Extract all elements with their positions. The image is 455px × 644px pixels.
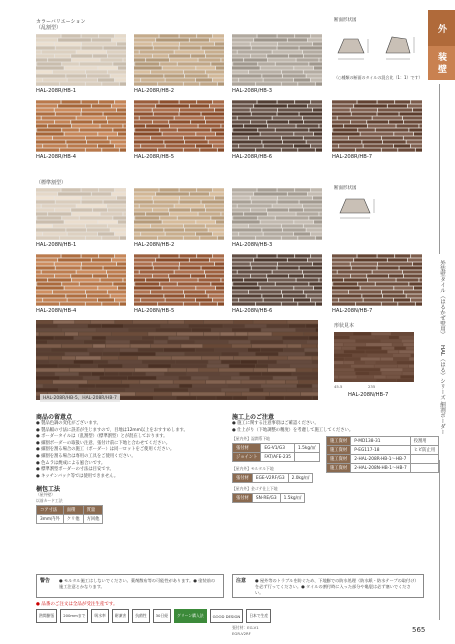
footer-code-2: EGR-V2RF: [232, 631, 251, 636]
section2-tile-1: [36, 188, 126, 240]
footer-badge-1: 熱間膨張: [36, 609, 57, 623]
profile-note: （○種類の断面のタイルの混合比（1：1）です）: [334, 75, 423, 80]
footer-badge-4: 耐凍害: [112, 609, 129, 623]
footer-badge-7: グリーン購入法: [174, 609, 207, 623]
footer-red-note: ● 品番のご注文は全品が受注生産です。: [36, 602, 118, 607]
section2-tile-2: [134, 188, 224, 240]
installation-photo: [36, 320, 318, 400]
detail-sample: [334, 332, 414, 382]
construction-note-item-1: ● 施工に関する注意事項はご確認ください。: [232, 421, 319, 426]
spec-cell-1: クリ他: [63, 515, 83, 524]
product-note-item-3: ● ボーダータイルは（乱割型）（標準割型）とが混在しております。: [36, 434, 168, 440]
footer-badge-6: 30日経: [153, 609, 171, 623]
cons1-cell: FAT/AFE-235: [261, 453, 295, 462]
construction-title: 施工上のご注意: [232, 414, 275, 421]
section2-tile-caption-3: HAL-208N/HB-3: [232, 242, 273, 248]
cons-right-cell: 施工資材: [327, 455, 351, 464]
side-rule-lower: [439, 460, 440, 620]
product-note-item-1: ● 製品色調の変化がございます。: [36, 421, 101, 426]
section2-tile-caption-4: HAL-208N/HB-4: [36, 308, 77, 314]
section1-tile-caption-3: HAL-208R/HB-3: [232, 88, 273, 94]
detail-dim1: 45.5: [334, 384, 343, 389]
cons-right-cell: 施工資材: [327, 464, 351, 473]
cons3-cell: SN-RE/G3: [252, 494, 280, 503]
cons-right-cell: 2-HAL-208N-HB-1～HB-7: [351, 464, 411, 473]
cons-right-cell: 施工資材: [327, 437, 351, 446]
cons-right-row-1: [327, 437, 439, 446]
section2-tile-7: [332, 254, 422, 306]
section1-tile-5: [134, 100, 224, 152]
section2-tile-caption-6: HAL-208N/HB-6: [232, 308, 273, 314]
photo-caption: HAL-208R/HB-5、HAL-208R/HB-7: [40, 394, 120, 402]
footer-badge-3: 吸水率: [91, 609, 108, 623]
section1-tile-caption-5: HAL-208R/HB-5: [134, 154, 175, 160]
caution-tag: 注意: [236, 578, 247, 584]
section1-tile-caption-2: HAL-208R/HB-2: [134, 88, 175, 94]
cons-sub1: 【屋内外】湿潤系下地: [232, 436, 270, 441]
profile-label-2: 断面形状図: [334, 186, 357, 191]
side-tab-exterior: 外: [428, 10, 455, 46]
footer-badges: [36, 609, 271, 623]
cons2-cell: 2.0kg/㎡: [288, 474, 313, 483]
section1-tile-2: [134, 34, 224, 86]
spec-sub1: （屋外壁）: [36, 492, 55, 497]
cons3-row-1: [233, 494, 305, 503]
cons-table-3: [232, 493, 305, 503]
cons2-cell: EGE-V2RF/G3: [252, 474, 288, 483]
section1-tile-caption-6: HAL-208R/HB-6: [232, 154, 273, 160]
cons-sub2: 【屋内外】モルタル下地: [232, 466, 274, 471]
cons1-cell: EG-V1/G3: [261, 444, 295, 453]
product-note-item-5: ● 細割を割る場合の施工（ボーダー）は同一ロットをご使用ください。: [36, 447, 175, 453]
section1-tile-7: [332, 100, 422, 152]
section2-tile-caption-2: HAL-208N/HB-2: [134, 242, 175, 248]
detail-dim2: 235: [368, 384, 376, 389]
detail-image: [334, 332, 414, 382]
caution-text: ● 屋外等のトラブルを防ぐため、下地膨での防水処理（防水紙・防水テープの取付け）を必ず行ってください。● タイルの割付時に入った部分や亀裂は必ず塞いでください。: [255, 578, 419, 595]
section1-tile-1: [36, 34, 126, 86]
product-note-item-4: ● 細割ボーダーの取扱い注意、張付け前に下地と合わせてください。: [36, 440, 171, 446]
section1-profile: [334, 17, 424, 87]
profile-diagram-2: [334, 191, 414, 221]
section1-title-line2: （乱割型）: [36, 25, 62, 31]
cons-right-cell: [410, 455, 438, 464]
cons-right-table: [326, 436, 439, 473]
section2-profile: [334, 185, 414, 225]
cons-sub3: 【屋内外】金ゴテ仕上下地: [232, 486, 278, 491]
section1-tile-caption-4: HAL-208R/HB-4: [36, 154, 77, 160]
product-note-item-7: ● 色ムラは焼成による風合いです。: [36, 460, 106, 466]
section2-tile-4: [36, 254, 126, 306]
cons-table-1: [232, 443, 320, 462]
cons-right-cell: [410, 464, 438, 473]
spec-title: 梱包工法: [36, 486, 61, 493]
cons-right-row-2: [327, 446, 439, 455]
cons-right-cell: P-MD138-31: [351, 437, 411, 446]
footer-badge-2: 200mmまで: [60, 609, 88, 623]
profile-label: 断面形状図: [334, 18, 357, 23]
side-band: [428, 0, 455, 644]
warning-tag: 警告: [40, 578, 51, 584]
product-notes-title: 商品の留意点: [36, 414, 73, 421]
cons2-row-1: [233, 474, 313, 483]
section1-tile-6: [232, 100, 322, 152]
cons-right-cell: 施工資材: [327, 446, 351, 455]
cons2-cell: 張付材: [233, 474, 253, 483]
cons-right-cell: 役割用: [410, 437, 438, 446]
warning-box: [36, 574, 224, 598]
product-note-item-2: ● 製品幅の寸法に誤差が生じますので、目地は12mm以上をおすすめします。: [36, 427, 188, 433]
construction-list: [232, 421, 422, 434]
photo-image: [36, 320, 318, 400]
cons1-row-2: [233, 453, 320, 462]
section2-tile-caption-7: HAL-208N/HB-7: [332, 308, 373, 314]
spec-sub2: 以前カード工法: [36, 498, 63, 503]
footer-code: 張付材：EG-V1: [232, 625, 259, 630]
product-note-item-8: ● 標準割型ボーダーの寸法は目安です。: [36, 467, 114, 473]
spec-header-2: 質量: [83, 506, 103, 515]
warning-text: ● モルタル施工はしないでください。薬剤散布等の可能性があります。● 塗装前の施工注意とかなります。: [59, 578, 216, 589]
cons1-cell: [295, 453, 320, 462]
cons-table-2: [232, 473, 313, 483]
cons1-row-1: [233, 444, 320, 453]
detail-label: 形状見本: [334, 323, 355, 329]
section2-tile-3: [232, 188, 322, 240]
spec-cell-0: 3mm内外: [37, 515, 64, 524]
product-note-item-9: ● キッチンバック等では使用できません。: [36, 473, 119, 479]
cons1-cell: 1.5kg/㎡: [295, 444, 320, 453]
section2-tile-6: [232, 254, 322, 306]
cons3-cell: 1.5kg/㎡: [280, 494, 305, 503]
profile-diagram: [334, 23, 424, 73]
section1-tile-caption-7: HAL-208R/HB-7: [332, 154, 373, 160]
spec-header-0: コア寸法: [37, 506, 64, 515]
cons3-cell: 張付材: [233, 494, 253, 503]
section1-tile-3: [232, 34, 322, 86]
side-series-text: HAL（はる）シリーズ 細割ボーダー: [439, 345, 445, 435]
spec-header-1: 面積: [63, 506, 83, 515]
spec-table: [36, 505, 103, 524]
page-number: 565: [412, 626, 426, 634]
section2-tile-caption-5: HAL-208N/HB-5: [134, 308, 175, 314]
cons-right-cell: ヒビ防止用: [410, 446, 438, 455]
section2-tile-5: [134, 254, 224, 306]
cons1-cell: 張付材: [233, 444, 261, 453]
cons-right-cell: 2-HAL-208R-HB-1～HB-7: [351, 455, 411, 464]
spec-cell-2: 方回他: [83, 515, 103, 524]
side-rule: [439, 84, 440, 254]
footer-badge-9: 日本で生産: [246, 609, 271, 623]
section1-title: [36, 19, 85, 31]
caution-box: [232, 574, 424, 598]
section1-tile-4: [36, 100, 126, 152]
product-notes-list: [36, 421, 206, 480]
detail-caption: HAL-208N/HB-7: [348, 392, 389, 398]
section2-title: （標準割型）: [36, 180, 67, 186]
section1-tile-caption-1: HAL-208R/HB-1: [36, 88, 77, 94]
footer-badge-8: GOOD DESIGN: [210, 609, 244, 623]
side-category-text: 外装壁タイル（はるかぜ壁用）: [439, 260, 445, 337]
product-note-item-6: ● 細割を割る場合は専用の工具をご使用ください。: [36, 453, 136, 459]
construction-note-item-2: ● 仕上がり（下地調整の精度）を考慮して施工してください。: [232, 427, 354, 433]
side-tab-wall: 装 壁: [428, 46, 455, 80]
cons-right-cell: P-EG117-18: [351, 446, 411, 455]
section1-title-line1: カラーバリエーション: [36, 19, 86, 25]
cons1-cell: ジョイント: [233, 453, 261, 462]
footer-badge-5: 抗菌性: [132, 609, 149, 623]
cons-right-row-3: [327, 455, 439, 464]
cons-right-row-4: [327, 464, 439, 473]
section2-tile-caption-1: HAL-208N/HB-1: [36, 242, 77, 248]
